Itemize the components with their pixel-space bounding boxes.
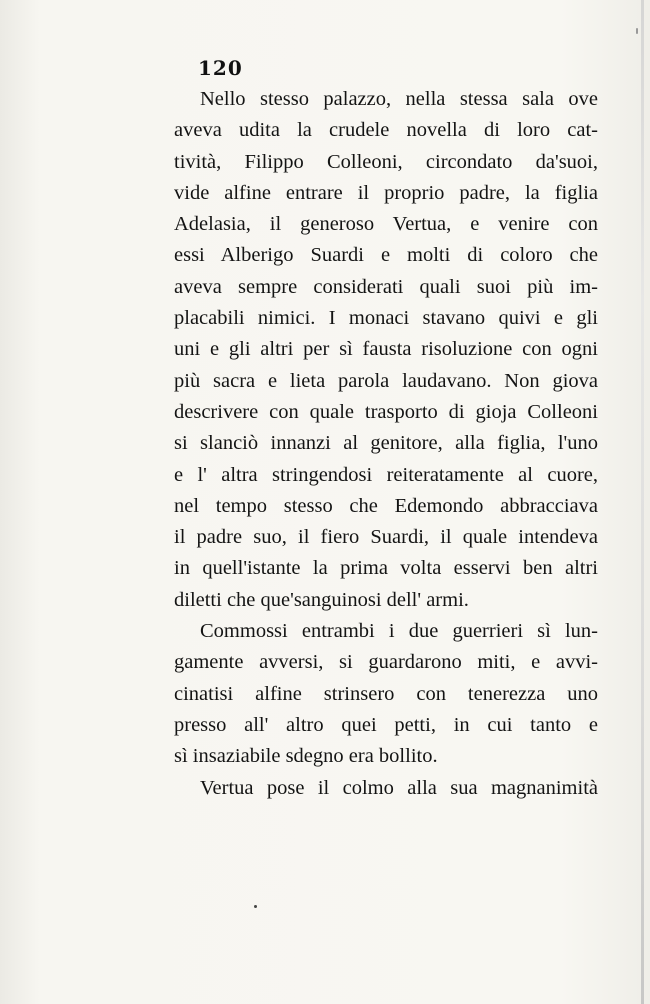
text-line: gamente avversi, si guardarono miti, e avvi- (174, 651, 598, 674)
text-line: e l' altra stringendosi reiteratamente al cuore, (174, 463, 598, 486)
page-edge (641, 0, 644, 1004)
text-line: il padre suo, il fiero Suardi, il quale intendeva (174, 526, 598, 549)
paper-speck (254, 905, 257, 908)
text-line: Nello stesso palazzo, nella stessa sala ove (200, 88, 598, 110)
text-line: in quell'istante la prima volta esservi ben altri (174, 557, 598, 580)
text-line: Commossi entrambi i due guerrieri sì lun- (200, 620, 598, 643)
paper-speck (636, 28, 638, 34)
text-line: placabili nimici. I monaci stavano quivi e gli (174, 307, 598, 330)
text-line: aveva sempre considerati quali suoi più im- (174, 275, 598, 298)
text-line: presso all' altro quei petti, in cui tanto e (174, 713, 598, 736)
body-text (174, 84, 598, 804)
text-line: nel tempo stesso che Edemondo abbracciava (174, 494, 598, 517)
text-line: si slanciò innanzi al genitore, alla figlia, l'uno (174, 432, 598, 455)
text-line: uni e gli altri per sì fausta risoluzione con ogni (174, 338, 598, 361)
text-line: Vertua pose il colmo alla sua magnanimità (200, 776, 598, 799)
text-line: essi Alberigo Suardi e molti di coloro che (174, 244, 598, 267)
page-number: 120 (198, 56, 243, 80)
text-line: più sacra e lieta parola laudavano. Non giova (174, 369, 598, 392)
text-line: vide alfine entrare il proprio padre, la figlia (174, 181, 598, 204)
text-line: sì insaziabile sdegno era bollito. (174, 745, 438, 768)
text-line: cinatisi alfine strinsero con tenerezza uno (174, 682, 598, 705)
text-line: Adelasia, il generoso Vertua, e venire con (174, 213, 598, 236)
text-line: aveva udita la crudele novella di loro cat- (174, 119, 598, 142)
text-line: tività, Filippo Colleoni, circondato da'suoi, (174, 150, 598, 173)
text-line: diletti che que'sanguinosi dell' armi. (174, 588, 469, 611)
text-line: descrivere con quale trasporto di gioja Colleoni (174, 400, 598, 423)
